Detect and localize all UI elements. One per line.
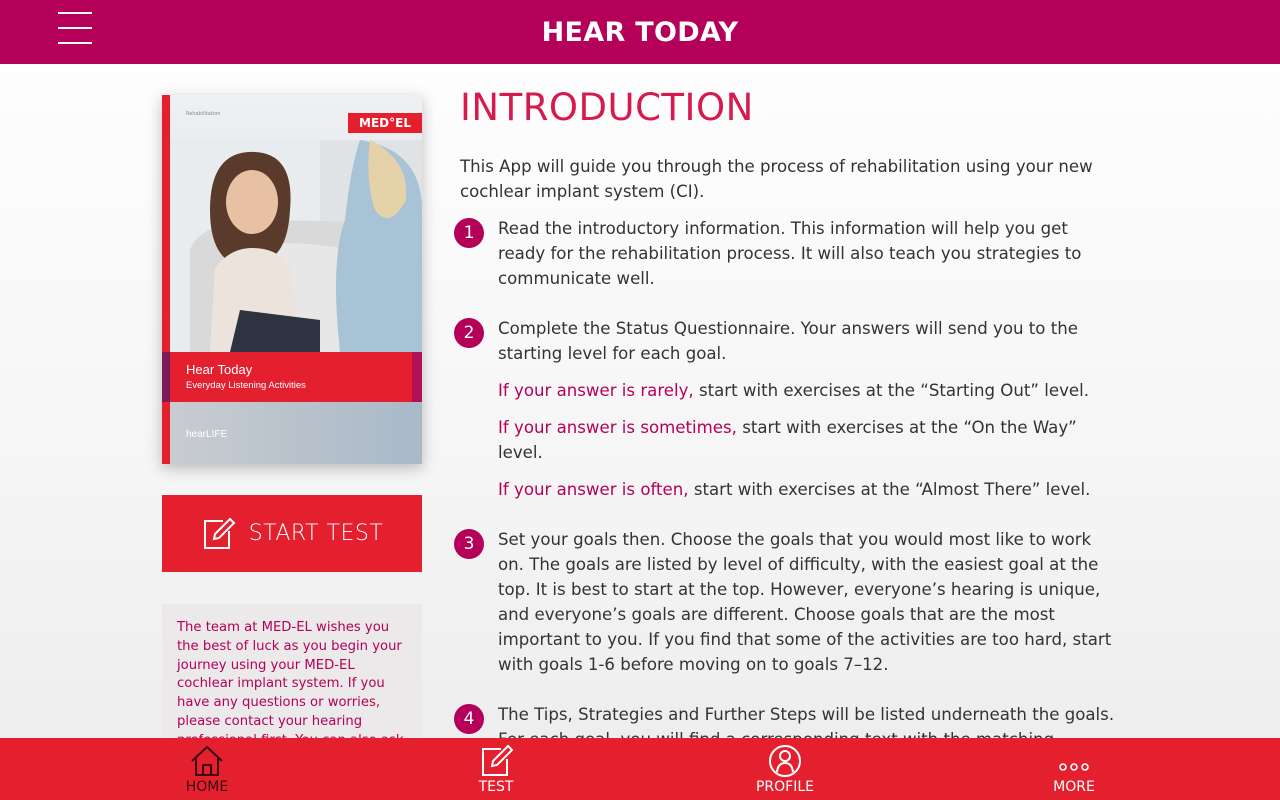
step-number-badge: 3 [454,529,484,559]
home-icon [190,745,224,777]
nav-test[interactable] [436,738,556,800]
cover-title: Hear Today [186,362,253,377]
cover-subtitle: Everyday Listening Activities [186,380,306,391]
answer-rest: start with exercises at the “Starting Out” level. [693,381,1089,400]
nav-home-label: HOME [185,779,229,795]
hamburger-menu-icon[interactable] [56,10,94,46]
edit-icon [479,745,513,777]
step-2 [460,316,1120,502]
intro-text: This App will guide you through the process of rehabilitation using your new cochlear implant system (CI). [460,157,1093,201]
step-text: The Tips, Strategies and Further Steps will be listed underneath the goals. [498,705,1115,724]
cover-brand: hearLIFE [186,429,228,440]
step-text: Set your goals then. Choose the goals that you would most like to work on. The goals are listed by level of difficulty, with the easiest goal at the top. It is best to start at the top. However, everyone’s hearing is unique, and everyone’s goals are different. Choose goals that are the most important to you. If you find that some of the activities are too hard, start with goals 1-6 before moving on to goals 7–12. [498,530,1112,674]
nav-more[interactable] [1014,738,1134,800]
cover-photo [170,140,422,352]
profile-icon [768,745,802,777]
cover-spine [162,95,170,464]
more-icon [1057,757,1091,777]
step-text: Complete the Status Questionnaire. Your answers will send you to the starting level for each goal. [498,319,1078,363]
nav-more-label: MORE [1053,779,1095,795]
page-title: INTRODUCTION [460,86,754,129]
answer-highlight: If your answer is rarely, [498,381,694,400]
step-number-badge: 1 [454,218,484,248]
app-header [0,0,1280,64]
med-el-logo: MED°EL [348,113,422,133]
answer-rest: start with exercises at the “Almost There” level. [688,480,1091,499]
step-number-badge: 2 [454,318,484,348]
good-luck-message: The team at MED-EL wishes you the best of luck as you begin your journey using your MED-EL cochlear implant system. If you have any questions or worries, please contact your hearing [177,620,402,729]
nav-profile[interactable] [725,738,845,800]
app-title: HEAR TODAY [541,16,739,48]
step-text: Read the introductory information. This information will help you get ready for the rehabilitation process. It will also teach you strategies to communicate well. [498,219,1082,288]
edit-icon [201,517,235,551]
good-luck-message-box [162,604,422,744]
start-test-button[interactable] [162,495,422,572]
introduction-content [460,84,1120,777]
cover-small-label: Rehabilitation [186,111,221,117]
answer-sometimes [498,415,1120,465]
bottom-navigation [0,738,1280,800]
book-cover-image [162,95,422,464]
nav-profile-label: PROFILE [755,779,815,795]
step-3 [460,527,1120,677]
answer-highlight: If your answer is sometimes, [498,418,737,437]
answer-rest: start with exercises at the “On the Way” level. [498,418,1077,462]
cover-title-band [162,352,422,402]
answer-often [498,477,1120,502]
nav-test-label: TEST [478,779,514,795]
step-number-badge: 4 [454,704,484,734]
step-1 [460,216,1120,291]
start-test-label: START TEST [248,521,384,546]
answer-highlight: If your answer is often, [498,480,689,499]
nav-home[interactable] [147,738,267,800]
answer-rarely [498,378,1120,403]
